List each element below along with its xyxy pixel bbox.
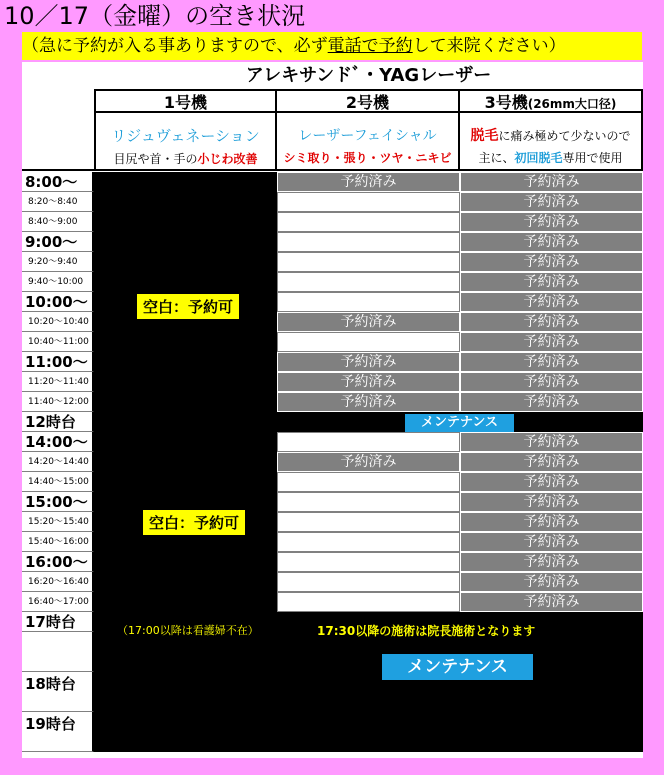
slot-booked[interactable]: 予約済み bbox=[460, 272, 643, 292]
slot-booked[interactable]: 予約済み bbox=[277, 352, 460, 372]
treatment-1 bbox=[94, 113, 277, 169]
slot-free[interactable] bbox=[277, 552, 460, 572]
time-label: 16:20～16:40 bbox=[22, 572, 94, 592]
maintenance-badge-evening: メンテナンス bbox=[382, 654, 533, 680]
slot-booked[interactable]: 予約済み bbox=[277, 392, 460, 412]
note-director: 17:30以降の施術は院長施術となります bbox=[317, 624, 536, 638]
machine-group-header: アレキサンドﾞ・YAGレーザー bbox=[245, 65, 492, 86]
time-label: 11:00～ bbox=[22, 352, 94, 372]
time-label: 16:40～17:00 bbox=[22, 592, 94, 612]
slot-booked[interactable]: 予約済み bbox=[277, 172, 460, 192]
slot-booked[interactable]: 予約済み bbox=[460, 572, 643, 592]
time-label: 12時台 bbox=[22, 412, 94, 432]
treatment-2-desc bbox=[277, 149, 458, 166]
slot-booked[interactable]: 予約済み bbox=[460, 252, 643, 272]
slot-booked[interactable]: 予約済み bbox=[460, 592, 643, 612]
slot-booked[interactable]: 予約済み bbox=[277, 452, 460, 472]
time-label: 18時台 bbox=[22, 672, 94, 712]
treatment-3-desc-c: 専用で使用 bbox=[562, 151, 623, 165]
slot-booked[interactable]: 予約済み bbox=[460, 312, 643, 332]
time-label: 8:00～ bbox=[22, 172, 94, 192]
time-label: 10:00～ bbox=[22, 292, 94, 312]
time-label: 15:20～15:40 bbox=[22, 512, 94, 532]
time-label: 9:20～9:40 bbox=[22, 252, 94, 272]
time-label: 11:20～11:40 bbox=[22, 372, 94, 392]
slot-booked[interactable]: 予約済み bbox=[460, 432, 643, 452]
time-label: 16:00～ bbox=[22, 552, 94, 572]
slot-free[interactable] bbox=[277, 532, 460, 552]
time-label bbox=[22, 632, 94, 672]
slot-free[interactable] bbox=[277, 472, 460, 492]
treatment-3-desc-a: 主に、 bbox=[478, 151, 515, 165]
slot-booked[interactable]: 予約済み bbox=[460, 352, 643, 372]
machine-2-header: 2号機 bbox=[277, 89, 460, 113]
slot-booked[interactable]: 予約済み bbox=[460, 532, 643, 552]
time-label: 15:00～ bbox=[22, 492, 94, 512]
slot-free[interactable] bbox=[277, 252, 460, 272]
machine-3-sub: (26mm大口径) bbox=[527, 97, 617, 111]
slot-free[interactable] bbox=[277, 572, 460, 592]
treatment-3-title-a: 脱毛 bbox=[470, 128, 499, 144]
slot-booked[interactable]: 予約済み bbox=[460, 292, 643, 312]
slot-free[interactable] bbox=[277, 212, 460, 232]
time-label: 10:20～10:40 bbox=[22, 312, 94, 332]
slot-booked[interactable]: 予約済み bbox=[277, 372, 460, 392]
slot-free[interactable] bbox=[277, 432, 460, 452]
slot-booked[interactable]: 予約済み bbox=[460, 472, 643, 492]
time-label: 9:00～ bbox=[22, 232, 94, 252]
page-title: 10／17（金曜）の空き状況 bbox=[4, 2, 306, 30]
slot-free[interactable] bbox=[277, 272, 460, 292]
time-label: 15:40～16:00 bbox=[22, 532, 94, 552]
slot-free[interactable] bbox=[277, 232, 460, 252]
treatment-3-title bbox=[460, 125, 641, 145]
treatment-1-desc-b: 小じわ改善 bbox=[197, 152, 258, 166]
treatment-1-desc bbox=[96, 150, 275, 167]
availability-callout-morning: 空白：予約可 bbox=[135, 292, 241, 321]
slot-booked[interactable]: 予約済み bbox=[460, 372, 643, 392]
treatment-3 bbox=[460, 113, 643, 169]
time-label: 14:40～15:00 bbox=[22, 472, 94, 492]
time-label: 14:00～ bbox=[22, 432, 94, 452]
treatment-1-title: リジュヴェネーション bbox=[111, 127, 260, 145]
treatment-3-desc bbox=[460, 149, 641, 166]
notice-text-1: （急に予約が入る事ありますので、必ず bbox=[22, 36, 328, 56]
notice-text-call: 電話で予約 bbox=[327, 36, 413, 56]
slot-free[interactable] bbox=[277, 192, 460, 212]
slot-free[interactable] bbox=[277, 292, 460, 312]
treatment-2-desc-a: シミ取り・ bbox=[283, 151, 344, 165]
treatment-3-title-b: に痛み極めて少ないので bbox=[498, 129, 631, 143]
treatment-1-desc-a: 目尻や首・手の bbox=[113, 152, 198, 166]
availability-callout-afternoon: 空白：予約可 bbox=[141, 508, 247, 537]
schedule-sheet bbox=[22, 62, 643, 758]
slot-booked[interactable]: 予約済み bbox=[460, 552, 643, 572]
time-label: 19時台 bbox=[22, 712, 94, 752]
slot-free[interactable] bbox=[277, 332, 460, 352]
time-label: 14:20～14:40 bbox=[22, 452, 94, 472]
machine-1-header: 1号機 bbox=[94, 89, 277, 113]
machine-3-header bbox=[460, 89, 643, 113]
slot-booked[interactable]: 予約済み bbox=[277, 312, 460, 332]
slot-booked[interactable]: 予約済み bbox=[460, 452, 643, 472]
slot-booked[interactable]: 予約済み bbox=[460, 212, 643, 232]
slot-free[interactable] bbox=[277, 592, 460, 612]
slot-booked[interactable]: 予約済み bbox=[460, 332, 643, 352]
time-label: 8:20～8:40 bbox=[22, 192, 94, 212]
time-label: 8:40～9:00 bbox=[22, 212, 94, 232]
slot-booked[interactable]: 予約済み bbox=[460, 512, 643, 532]
notice-banner bbox=[22, 32, 642, 60]
time-label: 9:40～10:00 bbox=[22, 272, 94, 292]
maintenance-badge-noon: メンテナンス bbox=[405, 414, 514, 432]
slot-booked[interactable]: 予約済み bbox=[460, 492, 643, 512]
slot-free[interactable] bbox=[277, 492, 460, 512]
machine-3-name: 3号機 bbox=[484, 93, 528, 112]
slot-booked[interactable]: 予約済み bbox=[460, 192, 643, 212]
slot-booked[interactable]: 予約済み bbox=[460, 392, 643, 412]
treatment-3-desc-b: 初回脱毛 bbox=[514, 151, 563, 165]
slot-booked[interactable]: 予約済み bbox=[460, 172, 643, 192]
time-label: 11:40～12:00 bbox=[22, 392, 94, 412]
note-nurse-absent: （17:00以降は看護婦不在） bbox=[117, 624, 259, 637]
treatment-2 bbox=[277, 113, 460, 169]
slot-free[interactable] bbox=[277, 512, 460, 532]
treatment-2-title: レーザーフェイシャル bbox=[298, 128, 437, 144]
time-label: 17時台 bbox=[22, 612, 94, 632]
treatment-2-desc-b: 張り・ツヤ・ニキビ bbox=[343, 151, 452, 165]
time-label: 10:40～11:00 bbox=[22, 332, 94, 352]
notice-text-2: して来院ください） bbox=[412, 36, 566, 56]
slot-booked[interactable]: 予約済み bbox=[460, 232, 643, 252]
